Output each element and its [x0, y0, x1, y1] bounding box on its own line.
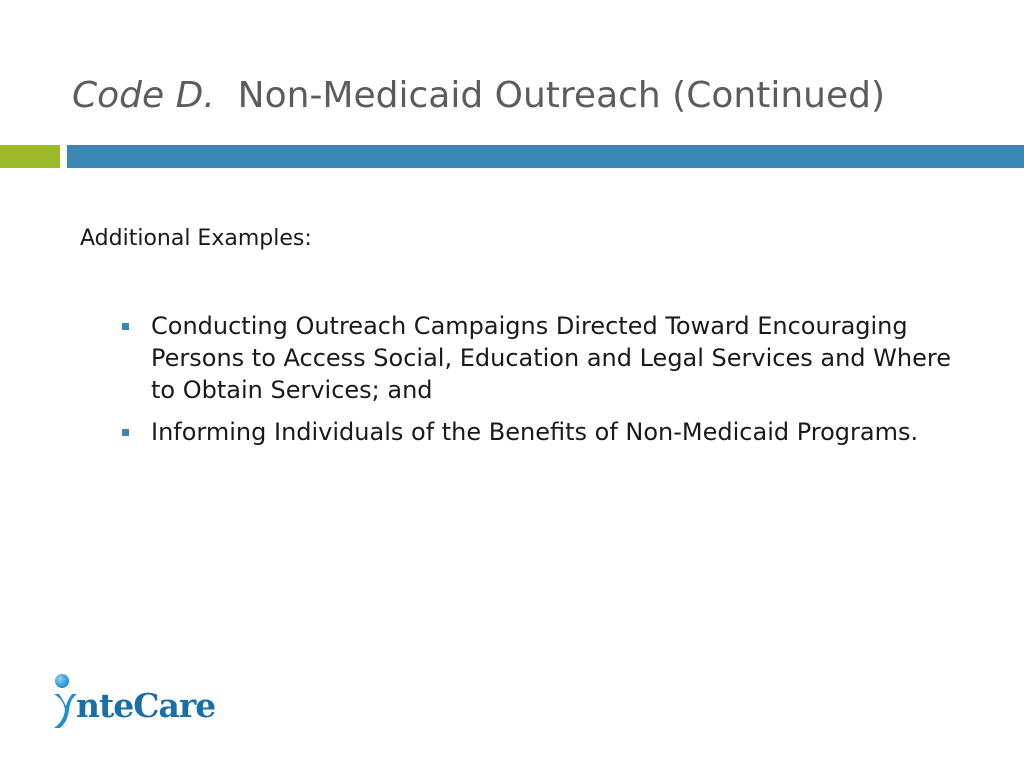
person-i-icon [52, 686, 78, 730]
intecare-logo [52, 672, 216, 734]
accent-bar-green [0, 145, 60, 168]
bullet-item [118, 310, 978, 406]
bullet-text: Informing Individuals of the Benefits of Non-Medicaid Programs. [151, 418, 919, 446]
logo-wordmark: nteCare [76, 686, 216, 725]
bullet-item [118, 416, 978, 448]
bullet-list [118, 310, 978, 458]
title-text: Non-Medicaid Outreach (Continued) [237, 75, 886, 116]
accent-bar-blue [67, 145, 1024, 168]
subheading: Additional Examples: [80, 226, 312, 251]
slide-title [72, 72, 885, 120]
bullet-text: Conducting Outreach Campaigns Directed Toward Encouraging Persons to Access Social, Education and Legal Services and Where to Obtain Services; and [151, 312, 951, 404]
title-code: Code D. [72, 75, 215, 116]
square-bullet-icon [122, 323, 129, 330]
square-bullet-icon [122, 429, 129, 436]
